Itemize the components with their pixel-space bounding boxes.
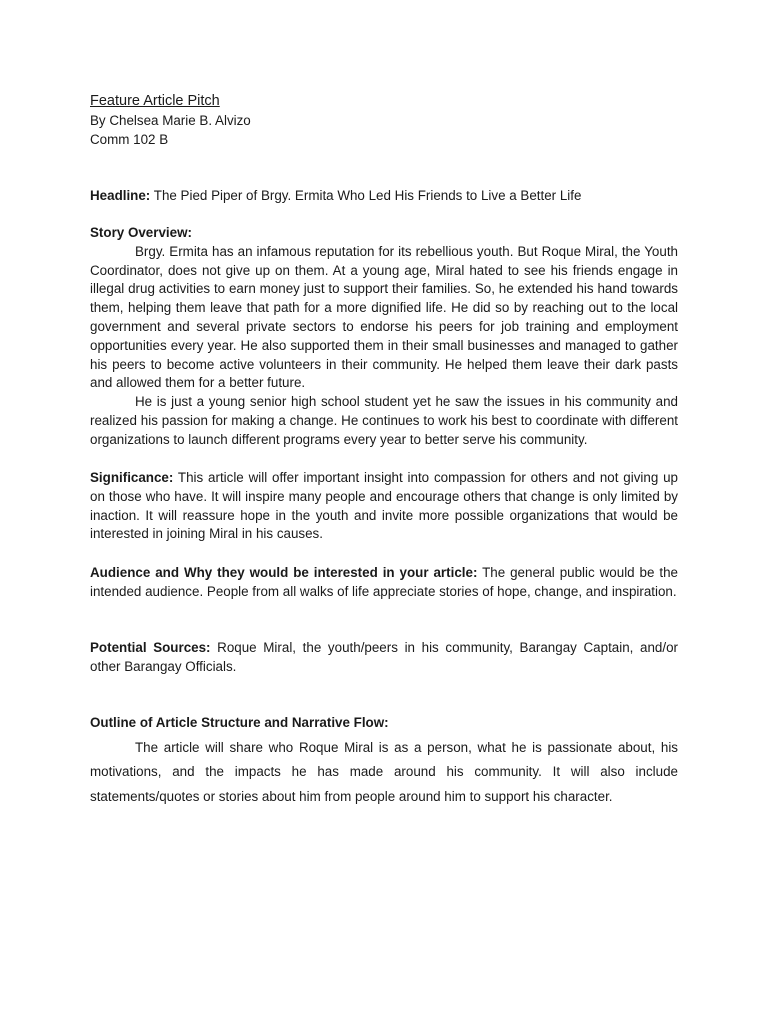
outline-label: Outline of Article Structure and Narrative Flow: [90, 715, 389, 730]
audience-label: Audience and Why they would be interested in your article: [90, 565, 478, 580]
headline-label: Headline: [90, 188, 151, 203]
header-block [90, 92, 678, 149]
overview-label: Story Overview: [90, 225, 192, 240]
significance-section [90, 469, 678, 544]
audience-text: The general public would be the intended audience. People from all walks of life appreciate stories of hope, change, and inspiration. [90, 565, 678, 599]
audience-section [90, 564, 678, 602]
headline-text: The Pied Piper of Brgy. Ermita Who Led His Friends to Live a Better Life [150, 188, 582, 203]
overview-section [90, 224, 678, 450]
outline-section [90, 714, 678, 809]
overview-paragraph-1: Brgy. Ermita has an infamous reputation for its rebellious youth. But Roque Miral, the Youth Coordinator, does not give up on them. At a young age, Miral hated to see his friends engage in illegal drug activities to earn money just to support their families. So, he extended his hand towards them, helping them leave that path for a more dignified life. He did so by reaching out to the local government and several private sectors to endorse his peers for job training and employment opportunities every year. He also supported them in their small businesses and managed to gather his peers to become active volunteers in their community. He helped them leave their dark pasts and allowed them for a better future. [90, 243, 678, 391]
headline-section [90, 187, 678, 206]
sources-text: Roque Miral, the youth/peers in his community, Barangay Captain, and/or other Barangay Officials. [90, 640, 678, 674]
significance-text: This article will offer important insight into compassion for others and not giving up on those who have. It will inspire many people and encourage others that change is only limited by inaction. It will reassure hope in the youth and invite more possible organizations that would be interested in joining Miral in his causes. [90, 470, 678, 542]
course-line: Comm 102 B [90, 132, 169, 147]
outline-paragraph: The article will share who Roque Miral is as a person, what he is passionate about, his motivations, and the impacts he has made around his community. It will also include statements/quotes or stories about him from people around him to support his character. [90, 739, 678, 804]
overview-paragraph-2: He is just a young senior high school student yet he saw the issues in his community and realized his passion for making a change. He continues to work his best to coordinate with different organizations to launch different programs every year to better serve his community. [90, 394, 678, 447]
document-title: Feature Article Pitch [90, 93, 220, 109]
author-line: By Chelsea Marie B. Alvizo [90, 113, 251, 128]
significance-label: Significance: [90, 470, 174, 485]
sources-section [90, 639, 678, 677]
sources-label: Potential Sources: [90, 640, 211, 655]
